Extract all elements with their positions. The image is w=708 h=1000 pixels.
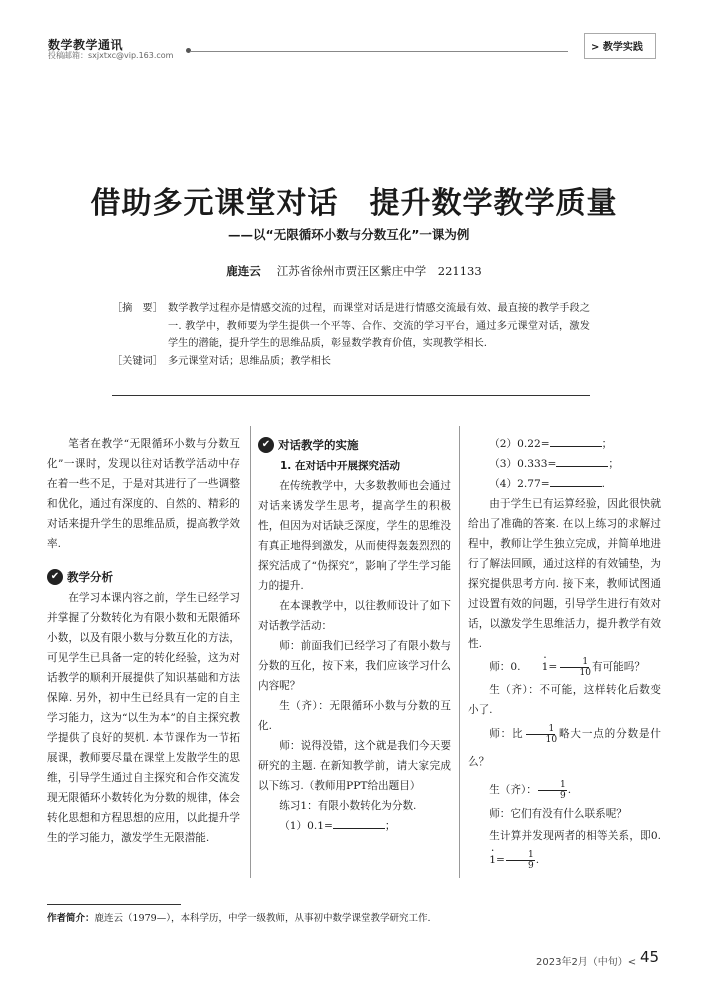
section-marker-icon: ✔: [47, 569, 63, 585]
footnote-rule: [47, 904, 181, 905]
fraction: $\frac{1}{9}$: [538, 780, 567, 801]
fraction: $\frac{1}{10}$: [524, 724, 557, 745]
dialogue-line: 师：它们有没有什么联系呢？: [489, 808, 627, 820]
answer-blank: [333, 816, 385, 829]
author-line: [0, 263, 708, 279]
author-affiliation: 江苏省徐州市贾汪区紫庄中学 221133: [276, 264, 482, 278]
exercise-item: （1）0.1= ；: [258, 816, 451, 836]
subsection-title: 1. 在对话中开展探究活动: [280, 460, 400, 472]
author-bio-text: 鹿连云（1979—），本科学历，中学一级教师，从事初中数学课堂教学研究工作.: [94, 913, 431, 924]
dialogue-line: 师：前面我们已经学习了有限小数与分数的互化，按下来，我们应该学习什么内容呢？: [258, 640, 451, 692]
abstract-block: [112, 300, 590, 370]
answer-blank: [556, 454, 608, 467]
author-name: 鹿连云: [226, 264, 261, 278]
dialogue-line: 师：0. 1 ·= $\frac{1}{10}$ 有可能吗？: [468, 654, 661, 680]
column-3: [468, 434, 661, 872]
issue-date: 2023年2月（中旬）<: [536, 957, 637, 968]
exercise-item: （4）2.77= .: [468, 474, 661, 494]
article-title: 借助多元课堂对话 提升数学教学质量: [90, 186, 618, 221]
dialogue-line: 生（齐）：不可能，这样转化后数变小了.: [468, 684, 661, 716]
section-heading-analysis: [47, 566, 240, 588]
intro-paragraph: 笔者在教学“无限循环小数与分数互化”一课时，发现以往对话教学活动中存在着一些不足，于是对其进行了一些调整和优化，通过有深度的、自然的、精彩的对话来提升学生的思维品质，提高教学效率.: [47, 438, 240, 550]
submission-email: 投稿邮箱：sxjxtxc@vip.163.com: [48, 51, 174, 60]
page-number: 45: [640, 948, 660, 966]
section-heading-implementation: [258, 434, 451, 456]
author-bio: [47, 910, 430, 924]
dialogue-line: 师：比 $\frac{1}{10}$ 略大一点的分数是什么？: [468, 723, 662, 768]
paragraph: 在本课教学中，以往教师设计了如下对话教学活动：: [258, 600, 451, 632]
abstract-label: ［摘 要］: [112, 303, 163, 314]
section-label: > 教学实践: [591, 42, 643, 53]
section-title: 对话教学的实施: [278, 438, 359, 452]
paragraph: 由于学生已有运算经验，因此很快就给出了准确的答案. 在以上练习的求解过程中，教师让学生独立完成，并简单地进行了解法回顾，通过这样的有效铺垫，为探究提供思考方向. 接下来，教师试图通过设置有效的问题，引导学生进行有效对话，以激发学生思维活力，提升教学有效性.: [468, 498, 661, 650]
dialogue-line: 生计算并发现两者的相等关系，即0.1 ·= $\frac{1}{9}$ .: [468, 824, 661, 872]
journal-name: 数学教学通讯: [48, 38, 124, 52]
exercise-intro: 练习1：有限小数转化为分数.: [279, 800, 417, 812]
repeating-digit: 1 ·: [468, 848, 496, 872]
abstract-rule: [112, 395, 590, 396]
column-1: [47, 434, 240, 848]
author-bio-label: 作者简介：: [47, 913, 95, 924]
section-marker-icon: ✔: [258, 437, 274, 453]
dialogue-line: 生（齐）： $\frac{1}{9}$ .: [489, 779, 572, 801]
column-divider: [250, 426, 251, 878]
repeating-digit: 1 ·: [520, 654, 548, 680]
column-2: [258, 434, 451, 836]
answer-blank: [550, 474, 602, 487]
section-title: 教学分析: [67, 570, 113, 584]
article-subtitle: ——以“无限循环小数与分数互化”一课为例: [228, 227, 470, 242]
exercise-item: （3）0.333= ；: [468, 454, 661, 474]
keywords-text: 多元课堂对话；思维品质；教学相长: [168, 355, 331, 367]
answer-blank: [550, 434, 602, 447]
column-divider: [459, 426, 460, 878]
exercise-item: （2）0.22= ；: [468, 434, 661, 454]
fraction: $\frac{1}{10}$: [558, 657, 591, 678]
fraction: $\frac{1}{9}$: [506, 850, 535, 871]
header-rule: [190, 51, 568, 52]
keywords-label: ［关键词］: [112, 355, 163, 367]
analysis-paragraph: 在学习本课内容之前，学生已经学习并掌握了分数转化为有限小数和无限循环小数，以及有限小数与分数互化的方法，可见学生已具备一定的转化经验，这为对话教学的顺利开展提供了知识基础和方法保障. 另外，初中生已经具有一定的自主学习能力，这为“以生为本”的自主探究教学提供了良好的契机. 本节课作为一节拓展课，教师要尽量在课堂上发散学生的思维，引导学生通过自主探究和合作交流发现无限循环小数转化为分数的规律，体会转化思想和方程思想的应用，以此提升学生的学习能力，激发学生无限潜能.: [47, 592, 240, 844]
paragraph: 在传统教学中，大多数教师也会通过对话来诱发学生思考，提高学生的积极性，但因为对话缺乏深度，学生的思维没有真正地得到激发，从而使得轰轰烈烈的探究活成了“伪探究”，影响了学生学习能力的提升.: [258, 480, 451, 592]
abstract-text: 数学教学过程亦是情感交流的过程，而课堂对话是进行情感交流最有效、最直接的教学手段之一. 教学中，教师要为学生提供一个平等、合作、交流的学习平台，通过多元课堂对话，激发学生的潜能，提升学生的思维品质，彰显数学教育价值，实现教学相长.: [168, 303, 590, 349]
dialogue-line: 师：说得没错，这个就是我们今天要研究的主题. 在新知教学前，请大家完成以下练习.（教师用PPT给出题目）: [258, 740, 451, 792]
dialogue-line: 生（齐）：无限循环小数与分数的互化.: [258, 700, 451, 732]
